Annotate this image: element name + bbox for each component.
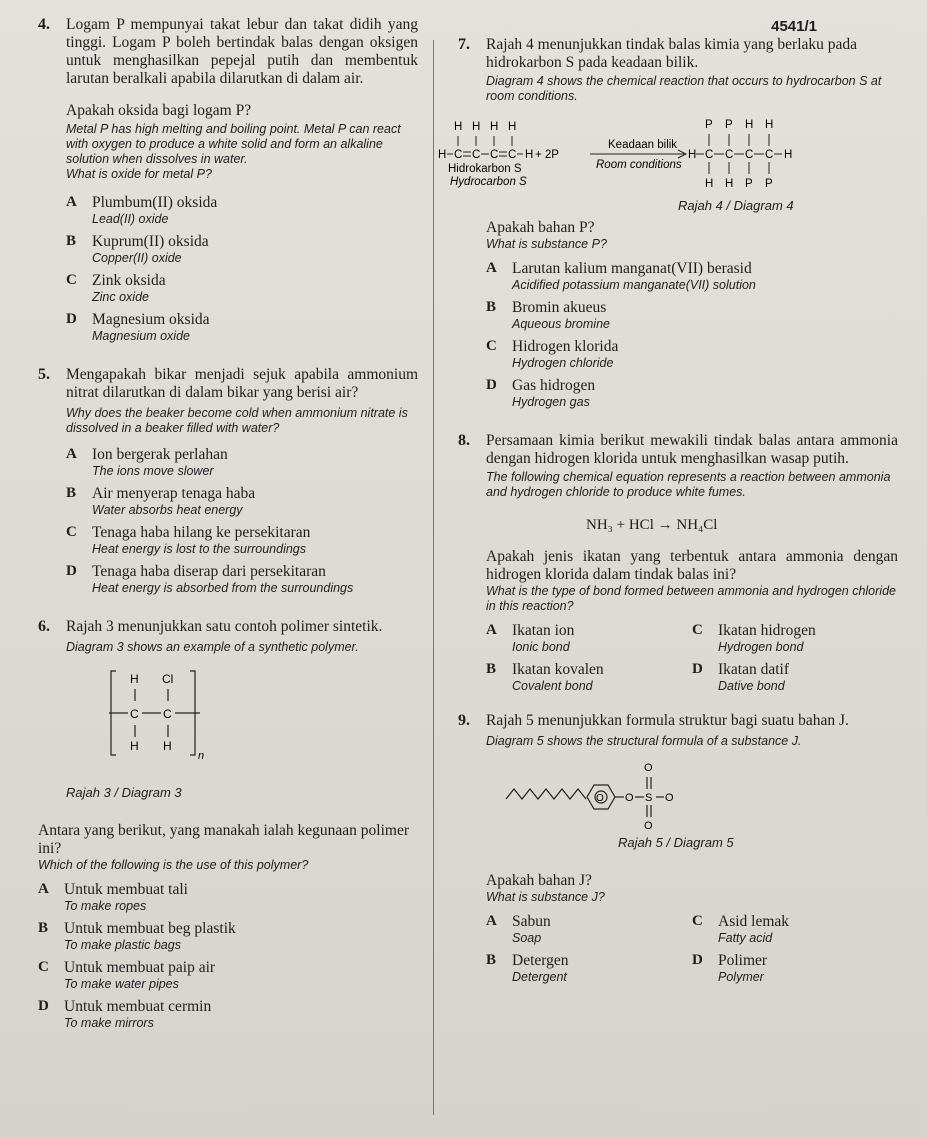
atom-h: H — [130, 739, 139, 753]
atom-h: H — [130, 672, 139, 686]
option-b[interactable]: B Air menyerap tenaga haba Water absorbs heat energy — [66, 485, 256, 517]
atom-c: C — [454, 149, 463, 161]
atom-h: H — [688, 149, 697, 161]
question-text-en: Diagram 5 shows the structural formula of a substance J. — [486, 734, 802, 748]
question-8 — [458, 432, 898, 694]
question-9 — [458, 712, 898, 985]
question-5 — [38, 366, 418, 596]
question-number: 4. — [38, 16, 50, 33]
paper-code: 4541/1 — [771, 18, 817, 35]
option-d[interactable]: D Polimer Polymer — [692, 952, 768, 984]
detergent-structure-diagram — [504, 755, 724, 835]
atom-c: C — [163, 707, 172, 721]
option-b[interactable]: B Ikatan kovalen Covalent bond — [486, 661, 604, 693]
question-prompt-en: Which of the following is the use of this polymer? — [38, 858, 309, 872]
atom-h: H — [163, 739, 172, 753]
option-a[interactable]: A Larutan kalium manganat(VII) berasid Acidified potassium manganate(VII) solution — [486, 260, 756, 292]
subscript-n: n — [198, 750, 205, 762]
atom-c: C — [765, 149, 774, 161]
question-text-en: The following chemical equation represents a reaction between ammonia and hydrogen chloride to produce white fumes. — [486, 470, 891, 499]
option-c[interactable]: C Tenaga haba hilang ke persekitaran Heat energy is lost to the surroundings — [66, 524, 311, 556]
question-prompt-ms: Apakah bahan P? — [486, 219, 595, 236]
option-b[interactable]: B Untuk membuat beg plastik To make plastic bags — [38, 920, 236, 952]
option-c[interactable]: C Ikatan hidrogen Hydrogen bond — [692, 622, 816, 654]
option-b[interactable]: B Bromin akueus Aqueous bromine — [486, 299, 610, 331]
question-number: 6. — [38, 618, 50, 635]
question-text-ms: Persamaan kimia berikut mewakili tindak balas antara ammonia dengan hidrogen klorida untuk menghasilkan wasap putih. — [486, 432, 898, 467]
question-6 — [38, 618, 418, 1031]
ring-label-o: O — [596, 793, 604, 804]
atom-p: P — [705, 119, 713, 131]
question-text-ms: Mengapakah bikar menjadi sejuk apabila ammonium nitrat dilarutkan di dalam bikar yang berisi air? — [66, 366, 418, 401]
atom-h: H — [725, 178, 734, 190]
option-d[interactable]: D Untuk membuat cermin To make mirrors — [38, 998, 212, 1030]
diagram-5-caption: Rajah 5 / Diagram 5 — [618, 835, 734, 850]
question-text-ms: Logam P mempunyai takat lebur dan takat didih yang tinggi. Logam P boleh bertindak balas dengan oksigen untuk menghasilkan pepejal putih dan membentuk larutan beralkali apabila dilarutkan di dalam air. — [66, 16, 418, 87]
atom-c: C — [508, 149, 517, 161]
hydrocarbon-label-ms: Hidrokarbon S — [448, 163, 522, 175]
arrow-condition-ms: Keadaan bilik — [608, 139, 678, 151]
question-text-en: Diagram 4 shows the chemical reaction that occurs to hydrocarbon S at room conditions. — [486, 74, 882, 103]
atom-c: C — [705, 149, 714, 161]
plus-2p: + 2P — [535, 149, 559, 161]
option-a[interactable]: A Sabun Soap — [486, 913, 551, 945]
question-prompt-en: What is oxide for metal P? — [66, 167, 212, 181]
atom-o: O — [644, 820, 653, 832]
option-a[interactable]: A Plumbum(II) oksida Lead(II) oxide — [66, 194, 218, 226]
option-c[interactable]: C Asid lemak Fatty acid — [692, 913, 790, 945]
atom-c: C — [130, 707, 139, 721]
atom-h: H — [745, 119, 754, 131]
atom-o: O — [665, 792, 674, 804]
question-prompt-ms: Antara yang berikut, yang manakah ialah kegunaan polimer ini? — [38, 822, 410, 857]
question-7 — [438, 36, 898, 410]
option-a[interactable]: A Ion bergerak perlahan The ions move slower — [66, 446, 228, 478]
question-text-en: Why does the beaker become cold when ammonium nitrate is dissolved in a beaker filled with water? — [66, 406, 408, 435]
option-b[interactable]: B Detergen Detergent — [486, 952, 569, 984]
atom-h: H — [705, 178, 714, 190]
atom-p: P — [765, 178, 773, 190]
question-number: 5. — [38, 366, 50, 383]
question-text-en: Diagram 3 shows an example of a synthetic polymer. — [66, 640, 359, 654]
question-text-ms: Rajah 3 menunjukkan satu contoh polimer sintetik. — [66, 618, 383, 635]
right-column — [438, 36, 898, 985]
atom-p: P — [745, 178, 753, 190]
atom-cl: Cl — [162, 672, 174, 686]
atom-c: C — [490, 149, 499, 161]
option-b[interactable]: B Kuprum(II) oksida Copper(II) oxide — [66, 233, 209, 265]
option-c[interactable]: C Untuk membuat paip air To make water pipes — [38, 959, 216, 991]
question-prompt-en: What is substance P? — [486, 237, 607, 251]
atom-h: H — [765, 119, 774, 131]
question-number: 7. — [458, 36, 470, 53]
atom-o: O — [644, 762, 653, 774]
option-d[interactable]: D Gas hidrogen Hydrogen gas — [486, 377, 596, 409]
atom-p: P — [725, 119, 733, 131]
atom-h: H — [490, 121, 499, 133]
question-text-en: Metal P has high melting and boiling point. Metal P can react with oxygen to produce a white solid and form an alkaline solution when dissolves in water. — [66, 122, 401, 166]
atom-h: H — [784, 149, 793, 161]
option-a[interactable]: A Ikatan ion Ionic bond — [486, 622, 575, 654]
option-a[interactable]: A Untuk membuat tali To make ropes — [38, 881, 188, 913]
atom-c: C — [745, 149, 754, 161]
reaction-diagram — [438, 110, 858, 198]
question-text-ms: Rajah 5 menunjukkan formula struktur bagi suatu bahan J. — [486, 712, 849, 729]
question-text-ms: Rajah 4 menunjukkan tindak balas kimia yang berlaku pada hidrokarbon S pada keadaan bilik. — [486, 36, 858, 71]
atom-c: C — [725, 149, 734, 161]
question-prompt-ms: Apakah bahan J? — [486, 872, 592, 889]
atom-h: H — [454, 121, 463, 133]
left-column — [38, 16, 418, 1031]
question-prompt-en: What is the type of bond formed between ammonia and hydrogen chloride in this reaction? — [486, 584, 896, 613]
option-c[interactable]: C Zink oksida Zinc oxide — [66, 272, 166, 304]
question-prompt-ms: Apakah oksida bagi logam P? — [66, 102, 252, 119]
diagram-4-caption: Rajah 4 / Diagram 4 — [678, 198, 794, 213]
question-prompt-en: What is substance J? — [486, 890, 605, 904]
option-d[interactable]: D Magnesium oksida Magnesium oxide — [66, 311, 210, 343]
question-prompt-ms: Apakah jenis ikatan yang terbentuk antara ammonia dengan hidrogen klorida dalam tindak balas ini? — [486, 548, 898, 583]
atom-h: H — [525, 149, 534, 161]
atom-c: C — [472, 149, 481, 161]
atom-h: H — [438, 149, 447, 161]
option-d[interactable]: D Tenaga haba diserap dari persekitaran Heat energy is absorbed from the surroundings — [66, 563, 354, 595]
arrow-condition-en: Room conditions — [596, 159, 682, 171]
atom-o: O — [625, 792, 634, 804]
diagram-3-caption: Rajah 3 / Diagram 3 — [66, 785, 182, 800]
option-c[interactable]: C Hidrogen klorida Hydrogen chloride — [486, 338, 619, 370]
polymer-structure-diagram — [108, 663, 258, 763]
column-divider — [433, 40, 434, 1115]
chemical-equation: NH₃ + HCl → NH₄Cl — [586, 517, 718, 533]
question-number: 8. — [458, 432, 470, 449]
question-4 — [38, 16, 418, 344]
atom-h: H — [508, 121, 517, 133]
atom-s: S — [645, 792, 653, 804]
question-number: 9. — [458, 712, 470, 729]
hydrocarbon-label-en: Hydrocarbon S — [450, 176, 527, 188]
option-d[interactable]: D Ikatan datif Dative bond — [692, 661, 790, 693]
atom-h: H — [472, 121, 481, 133]
